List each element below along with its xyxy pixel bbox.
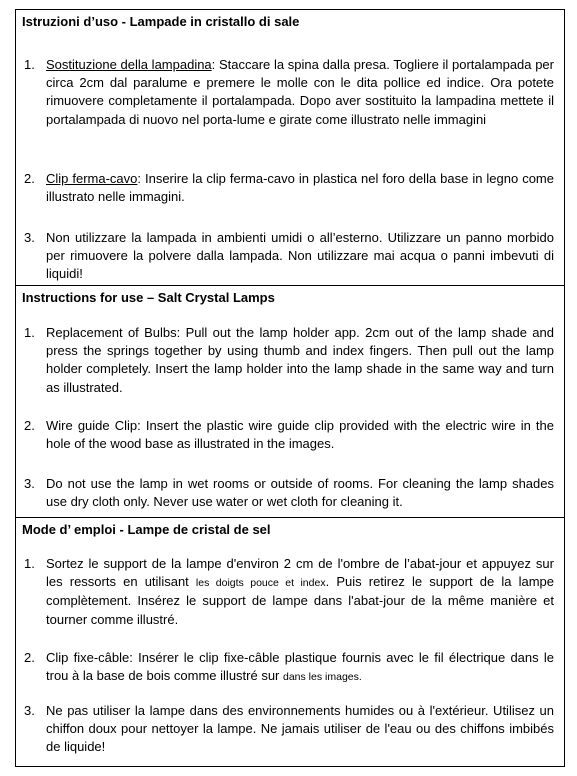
- french-item-3: [24, 702, 554, 757]
- item-heading: Clip ferma-cavo: [46, 171, 138, 186]
- instruction-sheet: [15, 9, 565, 767]
- item-text: Clip fixe-câble: Insérer le clip fixe-câble plastique fournis avec le fil électrique dans le trou à la base de bois comme illustré sur: [46, 650, 554, 684]
- italian-title: Istruzioni d’uso - Lampade in cristallo di sale: [22, 14, 300, 29]
- english-item-1: [24, 324, 554, 397]
- item-number: 3.: [24, 703, 35, 718]
- english-title: Instructions for use – Salt Crystal Lamps: [22, 290, 275, 305]
- english-section: [16, 285, 564, 517]
- item-text: Replacement of Bulbs: Pull out the lamp holder app. 2cm out of the lamp shade and press the springs together by using thumb and index fingers. Then pull out the lamp holder completely. Insert the lamp holder into the lamp shade in the same way and turn as illustrated.: [46, 325, 554, 395]
- item-text: : Staccare la spina dalla presa. Togliere il portalampada per circa 2cm dal paralume e premere le molle con le dita pollice ed indice. Ora potete rimuovere completamente il portalampada. Dopo aver sostituito la lampadina mettete il portalampada di nuovo nel porta-lume e girate come illustrato nelle immagini: [46, 57, 554, 127]
- item-small-text: les doigts pouce et index: [195, 577, 326, 590]
- item-number: 1.: [24, 325, 35, 340]
- item-text: Ne pas utiliser la lampe dans des environnements humides ou à l'extérieur. Utilisez un chiffon doux pour nettoyer la lampe. Ne jamais utiliser de l'eau ou des chiffons imbibés de liquide!: [46, 703, 554, 755]
- item-heading: Sostituzione della lampadina: [46, 57, 212, 72]
- italian-section: [16, 10, 564, 285]
- item-number: 3.: [24, 476, 35, 491]
- item-text: Non utilizzare la lampada in ambienti umidi o all’esterno. Utilizzare un panno morbido per rimuovere la polvere dalla lampada. Non utilizzare mai acqua o panni imbevuti di liquidi!: [46, 230, 554, 282]
- item-text: : Inserire la clip ferma-cavo in plastica nel foro della base in legno come illustrato nelle immagini.: [46, 171, 554, 205]
- item-number: 1.: [24, 556, 35, 571]
- item-number: 2.: [24, 650, 35, 665]
- french-item-1: [24, 555, 554, 629]
- english-item-2: [24, 417, 554, 453]
- italian-item-2: [24, 170, 554, 206]
- item-text: Sortez le support de la lampe d'environ 2 cm de l'ombre de l’abat-jour et appuyez sur les ressorts en utilisant: [46, 556, 554, 590]
- item-text: Do not use the lamp in wet rooms or outside of rooms. For cleaning the lamp shades use dry cloth only. Never use water or wet cloth for cleaning it.: [46, 476, 554, 510]
- french-section: [16, 517, 564, 766]
- item-number: 3.: [24, 230, 35, 245]
- english-item-3: [24, 475, 554, 511]
- item-text: Wire guide Clip: Insert the plastic wire guide clip provided with the electric wire in the hole of the wood base as illustrated in the images.: [46, 418, 554, 452]
- italian-item-1: [24, 56, 554, 129]
- item-number: 1.: [24, 57, 35, 72]
- french-title: Mode d’ emploi - Lampe de cristal de sel: [22, 522, 271, 537]
- item-text: . Puis retirez le support de la lampe complètement. Insérez le support de lampe dans l'abat-jour de la même manière et tourner comme illustré.: [46, 574, 554, 627]
- item-number: 2.: [24, 418, 35, 433]
- french-item-2: [24, 649, 554, 686]
- italian-item-3: [24, 229, 554, 284]
- item-number: 2.: [24, 171, 35, 186]
- item-small-text: dans les images.: [283, 671, 362, 684]
